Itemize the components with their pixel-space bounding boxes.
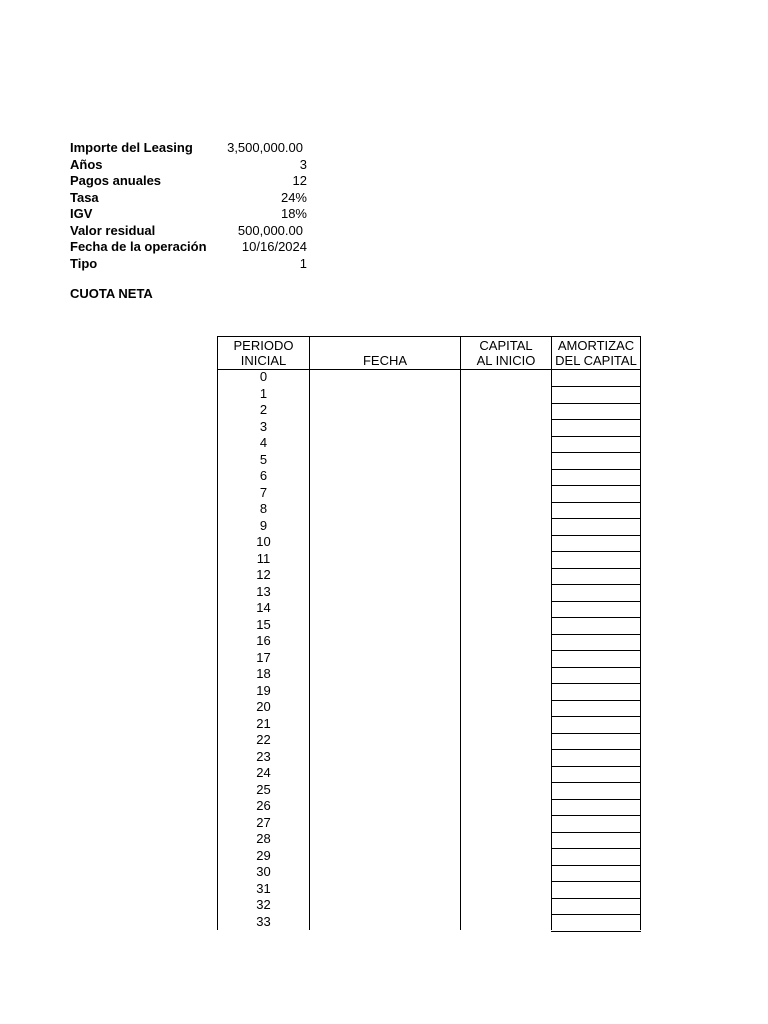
amortization-cell[interactable]: [552, 882, 641, 899]
amortization-cell[interactable]: [552, 750, 641, 767]
param-row-igv: [70, 206, 310, 223]
amortization-cell[interactable]: [552, 816, 641, 833]
param-label: Tasa: [70, 189, 99, 205]
amortization-cell[interactable]: [552, 915, 641, 932]
header-periodo: [218, 336, 309, 369]
param-label: Valor residual: [70, 222, 156, 238]
amortization-cell[interactable]: [552, 684, 641, 701]
period-cell: 19: [256, 682, 271, 698]
param-value[interactable]: 500,000.00: [237, 222, 303, 238]
period-cell: 30: [256, 864, 271, 879]
header-fecha: [310, 336, 460, 369]
period-cell: 2: [259, 402, 268, 417]
amortization-cell[interactable]: [552, 469, 641, 486]
amortization-schedule: [217, 336, 641, 930]
column-border: [309, 336, 310, 930]
cuota-neta-label: CUOTA NETA: [70, 286, 153, 301]
param-value[interactable]: 3: [299, 156, 307, 172]
period-cell: 6: [259, 468, 268, 483]
period-cell: 21: [256, 715, 271, 731]
amortization-cell[interactable]: [552, 403, 641, 420]
period-cell: 8: [259, 501, 268, 516]
period-cell: 29: [256, 847, 271, 863]
param-label: Importe del Leasing: [70, 140, 193, 155]
period-cell: 24: [256, 765, 271, 780]
amortization-cell[interactable]: [552, 717, 641, 734]
period-cell: 10: [256, 534, 271, 549]
amortization-cell[interactable]: [552, 568, 641, 585]
amortization-cell[interactable]: [552, 420, 641, 437]
period-cell: 28: [256, 831, 271, 846]
header-periodo-line1: PERIODO: [233, 337, 294, 353]
param-row-tipo: [70, 256, 310, 273]
header-amortizacion-line1: AMORTIZAC: [557, 337, 635, 353]
period-cell: 31: [256, 880, 271, 896]
header-amortizacion-line2: DEL CAPITAL: [555, 352, 637, 368]
amortization-cell[interactable]: [552, 700, 641, 717]
period-cell: 12: [256, 567, 271, 582]
period-cell: 33: [256, 913, 271, 929]
period-cell: 4: [259, 435, 268, 450]
period-cell: 17: [256, 649, 271, 665]
amortization-cell[interactable]: [552, 535, 641, 552]
amortization-cell[interactable]: [552, 865, 641, 882]
amortization-cell[interactable]: [552, 799, 641, 816]
period-cell: 23: [256, 748, 271, 764]
amortization-cell[interactable]: [552, 502, 641, 519]
period-cell: 26: [256, 798, 271, 813]
amortization-cell[interactable]: [552, 618, 641, 635]
period-cell: 18: [256, 666, 271, 681]
header-amortizacion: [552, 336, 640, 369]
amortization-cell[interactable]: [552, 436, 641, 453]
param-row-fecha: [70, 239, 310, 256]
param-value[interactable]: 12: [292, 173, 307, 188]
header-periodo-line2: INICIAL: [240, 352, 287, 368]
amortization-cell[interactable]: [552, 486, 641, 503]
leasing-parameters: [70, 140, 310, 272]
header-fecha-label: FECHA: [362, 353, 408, 368]
param-value[interactable]: 18%: [280, 206, 307, 221]
period-cell: 15: [256, 616, 271, 632]
amortization-cell[interactable]: [552, 766, 641, 783]
amortization-cell[interactable]: [552, 849, 641, 866]
param-value[interactable]: 24%: [280, 189, 307, 205]
amortization-cell[interactable]: [552, 898, 641, 915]
period-cell: 9: [259, 517, 268, 533]
param-value[interactable]: 10/16/2024: [241, 239, 307, 254]
param-label: Años: [70, 156, 103, 172]
amortization-cell[interactable]: [552, 601, 641, 618]
period-cell: 5: [259, 451, 268, 467]
param-row-tasa: [70, 190, 310, 207]
amortization-cell[interactable]: [552, 552, 641, 569]
param-label: Fecha de la operación: [70, 239, 207, 254]
amortization-cell[interactable]: [552, 651, 641, 668]
period-cell: 7: [259, 484, 268, 500]
period-cell: 3: [259, 418, 268, 434]
param-label: Tipo: [70, 255, 98, 271]
period-cell: 13: [256, 583, 271, 599]
param-row-importe: [70, 140, 310, 157]
period-cell: 0: [259, 369, 268, 384]
param-label: Pagos anuales: [70, 173, 162, 188]
header-capital: [461, 336, 551, 369]
param-row-valor-residual: [70, 223, 310, 240]
param-value[interactable]: 1: [299, 255, 307, 271]
header-capital-line2: AL INICIO: [476, 352, 536, 368]
amortization-cell[interactable]: [552, 634, 641, 651]
amortization-cell[interactable]: [552, 370, 641, 387]
param-row-anos: [70, 157, 310, 174]
amortization-cell[interactable]: [552, 733, 641, 750]
amortization-cell[interactable]: [552, 832, 641, 849]
period-cell: 14: [256, 600, 271, 615]
amortization-cell[interactable]: [552, 667, 641, 684]
period-cell: 25: [256, 781, 271, 797]
period-cell: 16: [256, 633, 271, 648]
param-label: IGV: [70, 206, 93, 221]
period-cell: 11: [256, 550, 271, 566]
amortization-cell[interactable]: [552, 585, 641, 602]
amortization-cell[interactable]: [552, 519, 641, 536]
period-cell: 32: [256, 897, 271, 912]
period-cell: 27: [256, 814, 271, 830]
amortization-row-border: [551, 931, 641, 932]
amortization-cell[interactable]: [552, 783, 641, 800]
header-capital-line1: CAPITAL: [479, 337, 533, 353]
param-row-pagos: [70, 173, 310, 190]
amortization-cell[interactable]: [552, 387, 641, 404]
period-cell: 20: [256, 699, 271, 714]
period-cell: 22: [256, 732, 271, 747]
column-border: [460, 336, 461, 930]
amortization-cell[interactable]: [552, 453, 641, 470]
param-value[interactable]: 3,500,000.00: [227, 140, 303, 155]
period-cell: 1: [259, 385, 268, 401]
